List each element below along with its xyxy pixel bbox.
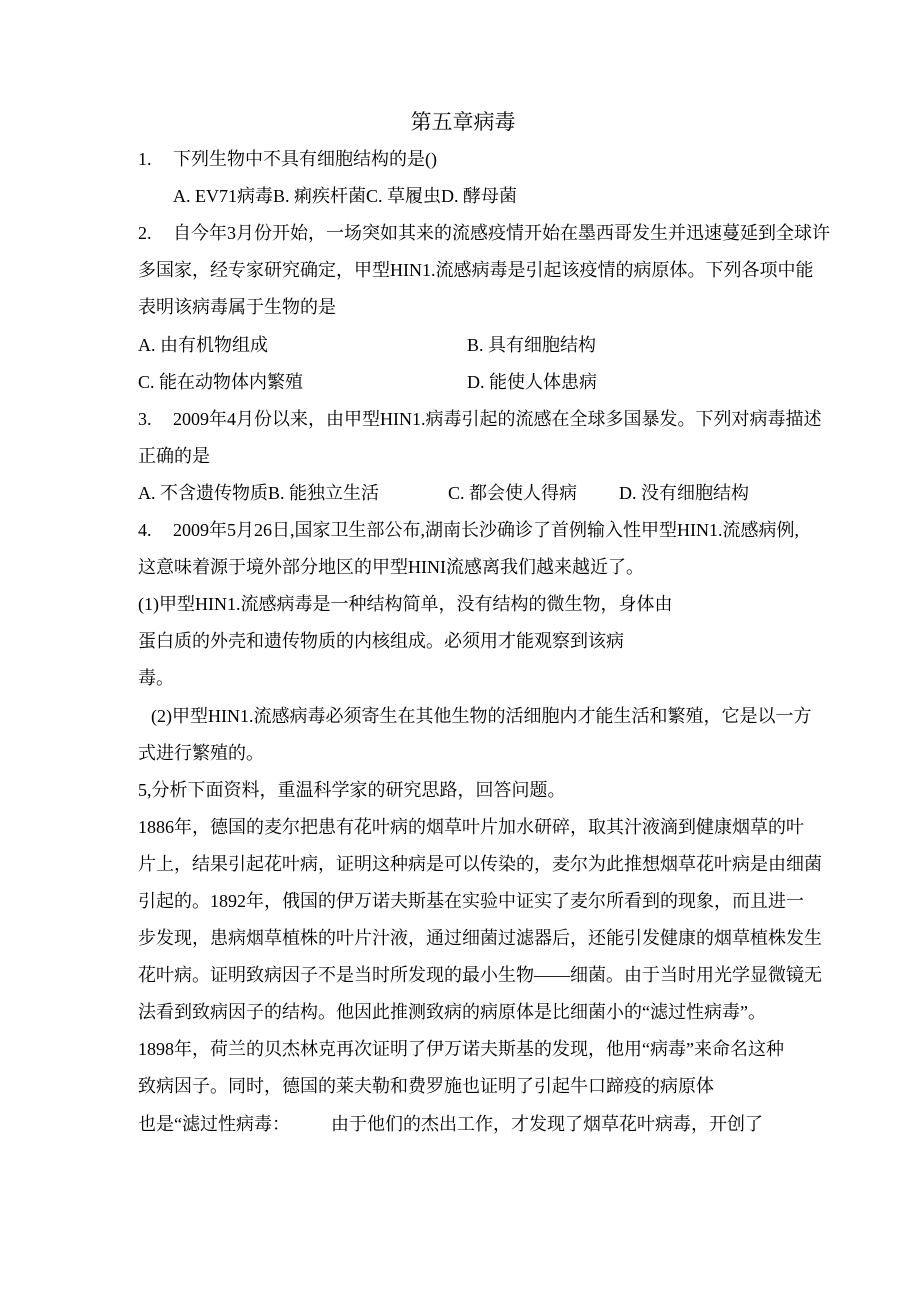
question-1-stem-text: 下列生物中不具有细胞结构的是() <box>173 149 437 170</box>
question-5-passage-line-7: 1898年，荷兰的贝杰林克再次证明了伊万诺夫斯基的发现，他用“病毒”来命名这种 <box>138 1039 784 1060</box>
question-2-number: 2. <box>138 223 152 244</box>
question-3-option-ab: A. 不含遗传物质B. 能独立生活 <box>138 482 380 503</box>
question-2-options-row-2 <box>138 364 788 401</box>
question-5-passage-line-6: 法看到致病因子的结构。他因此推测致病的病原体是比细菌小的“滤过性病毒”。 <box>138 1002 766 1023</box>
question-4-part1-line-2: 蛋白质的外壳和遗传物质的内核组成。必须用才能观察到该病 <box>138 631 624 652</box>
question-2-stem-text-1: 自今年3月份开始，一场突如其来的流感疫情开始在墨西哥发生并迅速蔓延到全球许 <box>173 223 830 244</box>
question-1-number: 1. <box>138 149 152 170</box>
question-4-part1-line-1: (1)甲型HIN1.流感病毒是一种结构简单，没有结构的微生物，身体由 <box>138 594 673 615</box>
question-4-stem-text-1: 2009年5月26日,国家卫生部公布,湖南长沙确诊了首例输入性甲型HIN1.流感病例, <box>173 520 799 541</box>
question-5-passage-line-8: 致病因子。同时，德国的莱夫勒和费罗施也证明了引起牛口蹄疫的病原体 <box>138 1076 714 1097</box>
question-4-stem-line-2: 这意味着源于境外部分地区的甲型HINI流感离我们越来越近了。 <box>138 557 644 578</box>
question-5-last-line-right: 由于他们的杰出工作，才发现了烟草花叶病毒，开创了 <box>331 1113 763 1134</box>
question-3-option-c: C. 都会使人得病 <box>448 482 578 503</box>
question-2-option-a: A. 由有机物组成 <box>138 334 268 355</box>
question-3-number: 3. <box>138 408 152 429</box>
question-1-options-line: A. EV71病毒B. 痢疾杆菌C. 草履虫D. 酵母菌 <box>173 186 518 207</box>
question-3-stem-text-1: 2009年4月份以来，由甲型HIN1.病毒引起的流感在全球多国暴发。下列对病毒描述 <box>173 408 822 429</box>
question-1-stem-line <box>138 141 788 178</box>
question-2-option-d: D. 能使人体患病 <box>467 371 597 392</box>
question-5-passage-line-3: 引起的。1892年，俄国的伊万诺夫斯基在实验中证实了麦尔所看到的现象，而且进一 <box>138 890 804 911</box>
question-5-last-line-left: 也是“滤过性病毒： <box>138 1113 290 1134</box>
question-5-passage-line-5: 花叶病。证明致病因子不是当时所发现的最小生物——细菌。由于当时用光学显微镜无 <box>138 965 822 986</box>
question-5-passage-last-line <box>138 1106 788 1143</box>
chapter-title: 第五章病毒 <box>410 110 516 134</box>
question-2-stem-line-1 <box>138 215 830 252</box>
question-5-passage-line-1: 1886年，德国的麦尔把患有花叶病的烟草叶片加水研碎，取其汁液滴到健康烟草的叶 <box>138 816 804 837</box>
question-4-part2-line-2: 式进行繁殖的。 <box>138 742 264 763</box>
question-3-option-d: D. 没有细胞结构 <box>619 482 749 503</box>
question-5-passage-line-4: 步发现，患病烟草植株的叶片汁液，通过细菌过滤器后，还能引发健康的烟草植株发生 <box>138 928 822 949</box>
question-2-options-row-1 <box>138 327 788 364</box>
question-5-intro-line: 5,分析下面资料，重温科学家的研究思路，回答问题。 <box>138 779 566 800</box>
question-4-number: 4. <box>138 520 152 541</box>
question-5-passage-line-2: 片上，结果引起花叶病，证明这种病是可以传染的，麦尔为此推想烟草花叶病是由细菌 <box>138 853 822 874</box>
question-3-stem-line-1 <box>138 401 822 438</box>
document-content <box>138 104 830 1143</box>
question-4-stem-line-1 <box>138 512 799 549</box>
question-3-options-line <box>138 475 788 512</box>
question-4-part2-line-1: (2)甲型HIN1.流感病毒必须寄生在其他生物的活细胞内才能生活和繁殖，它是以一方 <box>151 705 812 726</box>
question-2-stem-line-2: 多国家，经专家研究确定，甲型HIN1.流感病毒是引起该疫情的病原体。下列各项中能 <box>138 260 814 281</box>
question-4-part1-line-3: 毒。 <box>138 668 174 689</box>
question-3-stem-line-2: 正确的是 <box>138 445 210 466</box>
question-2-stem-line-3: 表明该病毒属于生物的是 <box>138 297 336 318</box>
question-2-option-c: C. 能在动物体内繁殖 <box>138 371 304 392</box>
question-2-option-b: B. 具有细胞结构 <box>467 334 597 355</box>
